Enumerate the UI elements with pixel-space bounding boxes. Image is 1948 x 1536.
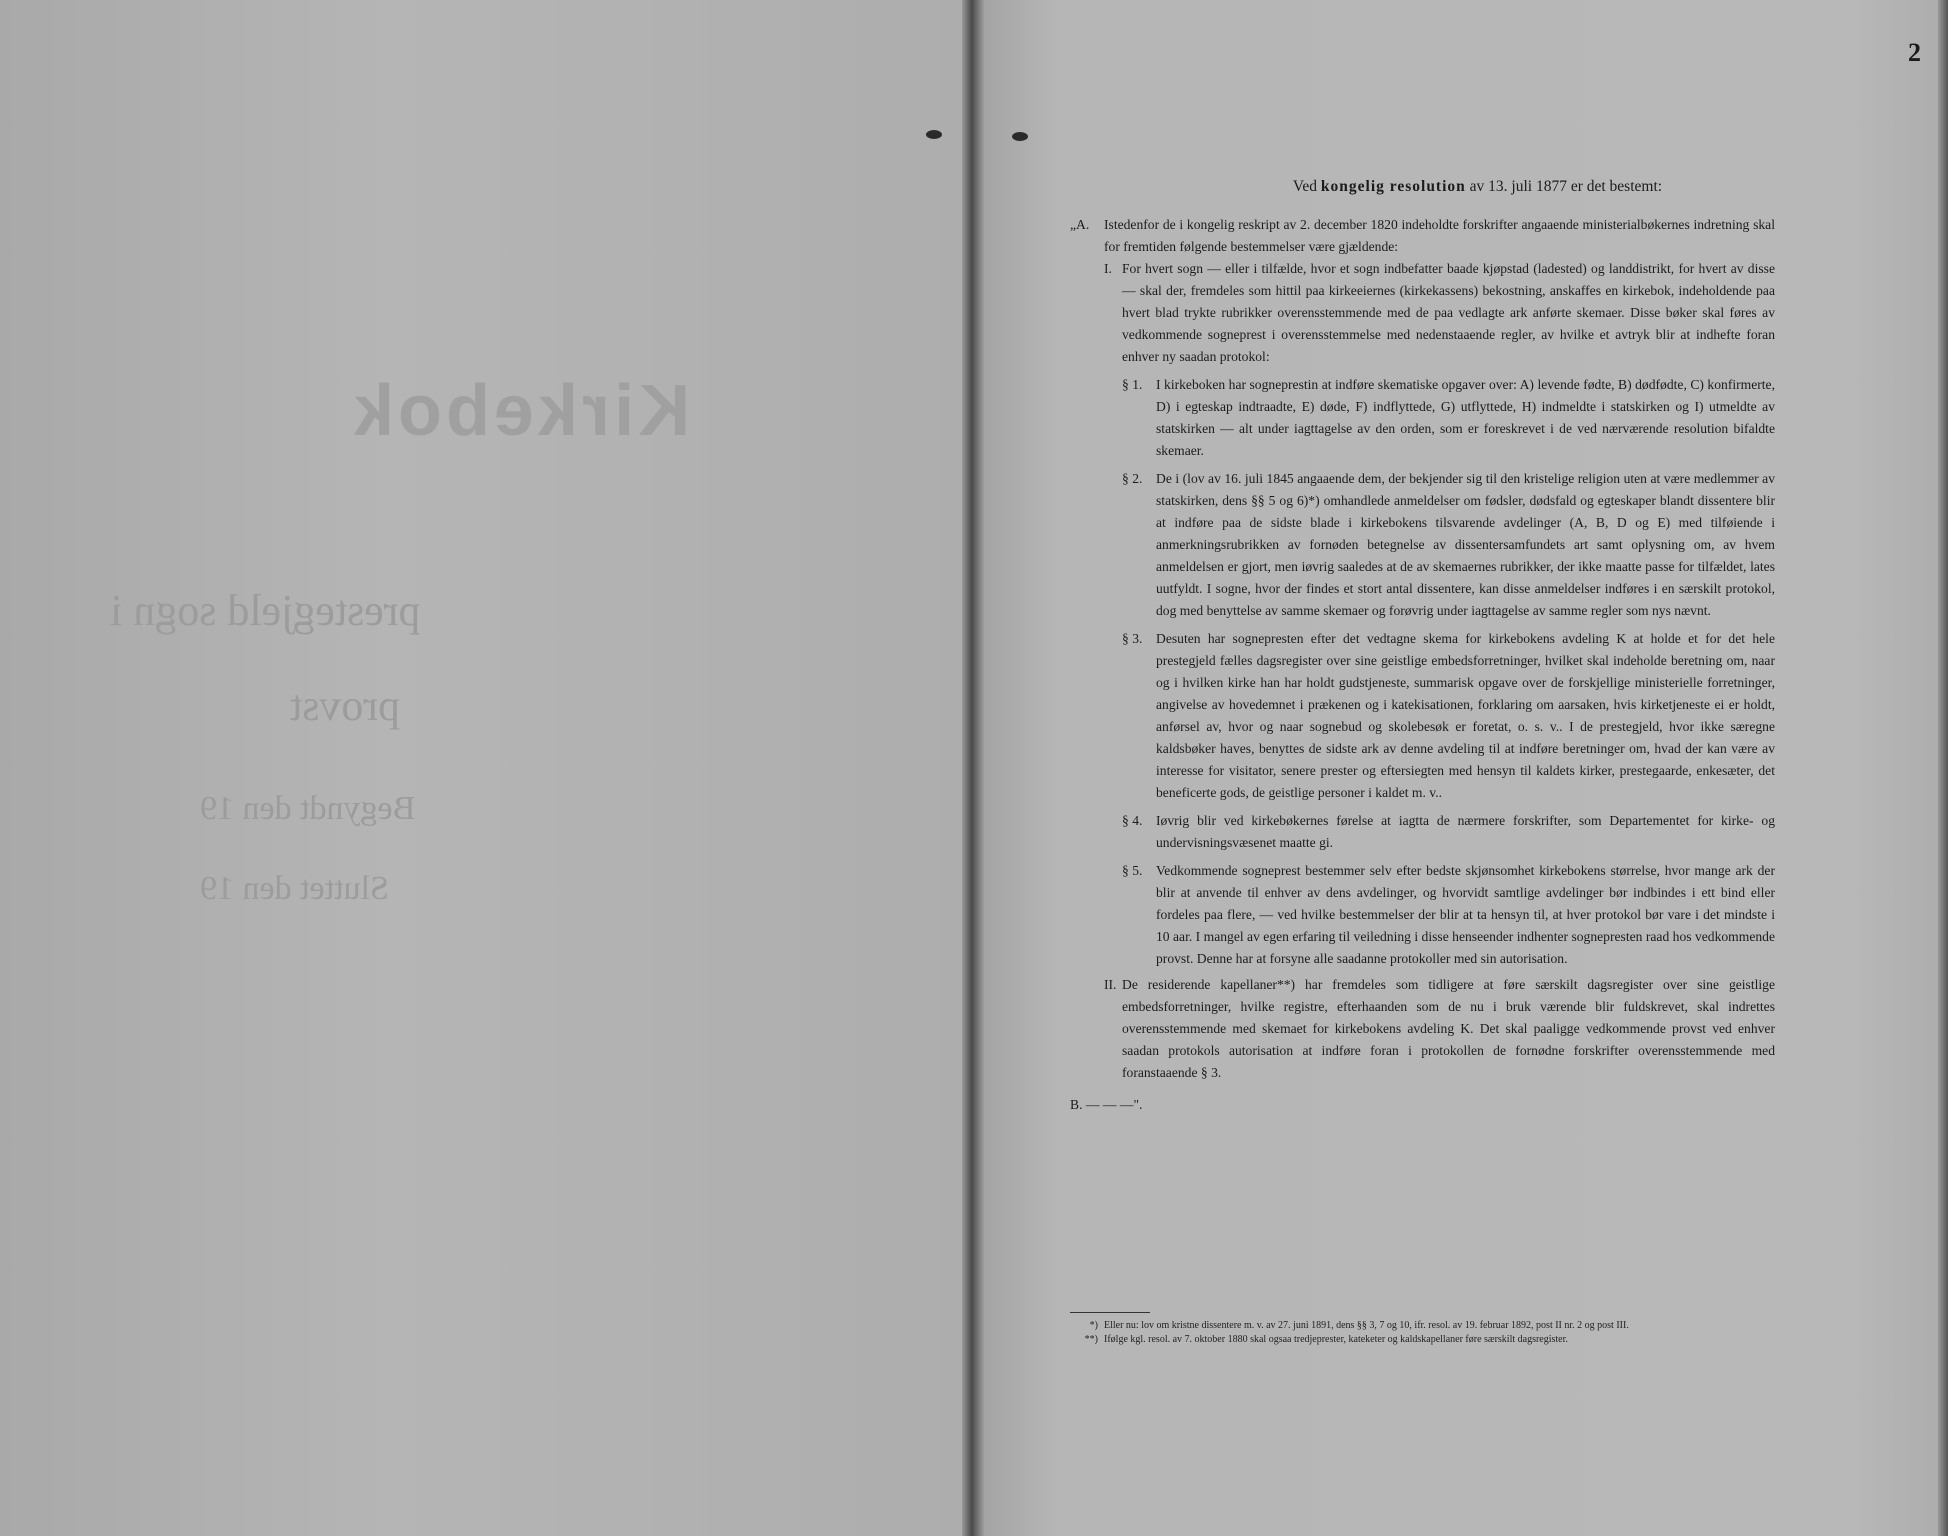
section-ii — [1104, 974, 1775, 1084]
paragraph-4 — [1122, 810, 1775, 854]
section-i — [1104, 258, 1775, 368]
book-gutter — [962, 0, 984, 1536]
footnotes — [1070, 1320, 1775, 1348]
paragraph-5 — [1122, 860, 1775, 970]
section-text: Istedenfor de i kongelig reskript av 2. december 1820 indeholdte forskrifter angaaende ministerialbøkernes indretning skal for fremtiden følgende bestemmelser være gjældende: — [1104, 217, 1775, 254]
section-b: B. — — —". — [1070, 1097, 1143, 1112]
paragraph-text: Iøvrig blir ved kirkebøkernes førelse at iagtta de nærmere forskrifter, som Departementet for kirke- og undervisningsvæsenet maatte gi. — [1156, 813, 1775, 850]
footnote-marker: **) — [1084, 1334, 1098, 1345]
paragraph-label: § 2. — [1122, 471, 1143, 486]
paragraph-text: Vedkommende sogneprest bestemmer selv efter bedste skjønsomhet kirkebokens størrelse, hvor mange ark der blir at anvende til enhver av dens avdelinger, og hvorvidt samtlige avdelinger bør indbindes i ett bind eller fordeles paa flere, — ved hvilke bestemmelser der blir at ta hensyn til, at hver protokol bør vare i det mindste i 10 aar. I mangel av egen erfaring til veiledning i disse henseender indhenter sognepresten raad hos vedkommende provst. Denne har at forsyne alle saadanne protokoller med sin autorisation. — [1156, 863, 1775, 966]
section-text: De residerende kapellaner**) har fremdeles som tidligere at føre særskilt dagsregister over sine geistlige embedsforretninger, hvilke registre, efterhaanden som de nu i bruk værende blir fuldskrevet, skal indrettes overensstemmende med skemaet for kirkebokens avdeling K. Det skal paaligge vedkommende provst ved enhver saadan protokols autorisation at indføre foran i protokollen de fornødne forskrifter overensstemmende med foranstaaende § 3. — [1122, 977, 1775, 1080]
bleed-through-title: Kirkebok — [350, 371, 691, 451]
heading — [1180, 176, 1775, 198]
footnote-text: Ifølge kgl. resol. av 7. oktober 1880 skal ogsaa tredjeprester, kateketer og kaldskapellaner føre særskilt dagsregister. — [1104, 1334, 1568, 1345]
paragraph-label: § 1. — [1122, 377, 1143, 392]
heading-suffix: av 13. juli 1877 er det bestemt: — [1469, 178, 1663, 195]
heading-strong: kongelig resolution — [1320, 178, 1466, 195]
paragraph-1 — [1122, 374, 1775, 462]
footnote-divider — [1070, 1312, 1150, 1313]
paragraph-text: De i (lov av 16. juli 1845 angaaende dem, der bekjender sig til den kristelige religion uten at være medlemmer av statskirken, dens §§ 5 og 6)*) omhandlede anmeldelser om fødsler, dødsfald og egteskaper blandt dissentere blir at indføre paa de sidste blade i kirkebokens tilsvarende avdelinger (A, B, D og E) med tilføiende i anmerkningsrubrikken av fornøden betegnelse av dissentersamfundets art samt oplysning om, av hvem anmeldelsen er gjort, men iøvrig saaledes at de av skemaernes rubrikker, der ikke maatte passe for tilfældet, lates uutfyldt. I sogne, hvor der findes et stort antal dissentere, kan disse anmeldelser indføres i en særskilt protokol, dog med benyttelse av samme skemaer og forøvrig under iagttagelse av samme regler som nys nævnt. — [1156, 471, 1775, 618]
paragraph-label: § 3. — [1122, 631, 1143, 646]
section-label: II. — [1104, 977, 1117, 992]
paragraph-text: Desuten har sognepresten efter det vedtagne skema for kirkebokens avdeling K at holde et for det hele prestegjeld fælles dagsregister over sine geistlige embedsforretninger, hvilket skal indeholde beretning om, naar og i hvilken kirke han har holdt gudstjeneste, summarisk opgave over de forskjellige ministerielle forretninger, angivelse av hovedemnet i prækenen og i katekisationen, forklaring om aarsaken, hvis kirketjeneste ei er holdt, anførsel av, hvor og naar sognebud og skolebesøk er foretat, o. s. v.. I de prestegjeld, hvor ikke særegne kaldsbøker haves, benyttes de sidste ark av denne avdeling til at indføre beretninger om, hvad der kan være av interesse for visitator, senere prester og eftersiegten med hensyn til kaldets kirker, prestegaarde, enkesæter, det beneficerte gods, de geistlige personer i kaldet m. v.. — [1156, 631, 1775, 800]
resolution-text — [1070, 176, 1775, 1116]
paragraph-text: I kirkeboken har sogneprestin at indføre skematiske opgaver over: A) levende fødte, B) dødfødte, C) konfirmerte, D) i egteskap indtraadte, E) døde, F) indflyttede, G) utflyttede, H) indmeldte i statskirken og I) utmeldte av statskirken — alt under iagttagelse av den orden, som er foreskrevet i de ved nærværende resolution bifaldte skemaer. — [1156, 377, 1775, 458]
bleed-through-line: Begyndt den 19 — [200, 790, 416, 827]
ink-spot — [926, 130, 942, 139]
bleed-through-line: prestegjeld sogn i — [110, 586, 421, 635]
paragraph-label: § 5. — [1122, 863, 1143, 878]
section-label: I. — [1104, 261, 1112, 276]
page-number: 2 — [1908, 38, 1921, 67]
left-page — [0, 0, 968, 1536]
section-a — [1070, 214, 1775, 258]
heading-prefix: Ved — [1292, 178, 1318, 195]
section-text: For hvert sogn — eller i tilfælde, hvor et sogn indbefatter baade kjøpstad (ladested) og landdistrikt, for hvert av disse — skal der, fremdeles som hittil paa kirkeeiernes (kirkekassens) bekostning, anskaffes en kirkebok, indeholdende paa hvert blad trykte rubrikker overensstemmende med de paa vedlagte ark anførte skemaer. Disse bøker skal føres av vedkommende sogneprest i overensstemmelse med nedenstaaende regler, av hvilke et avtryk blir at indhefte foran enhver ny saadan protokol: — [1122, 261, 1775, 364]
footnote — [1070, 1320, 1775, 1332]
footnote-marker: *) — [1089, 1320, 1098, 1331]
footnote-text: Eller nu: lov om kristne dissentere m. v. av 27. juni 1891, dens §§ 3, 7 og 10, ifr. resol. av 19. februar 1892, post II nr. 2 og post III. — [1104, 1320, 1629, 1331]
ink-spot — [1012, 132, 1028, 141]
bleed-through-line: Sluttet den 19 — [200, 870, 389, 907]
paragraph-2 — [1122, 468, 1775, 622]
bleed-through-line: provst — [290, 681, 400, 730]
paragraph-label: § 4. — [1122, 813, 1143, 828]
footnote — [1070, 1334, 1775, 1346]
page-edge — [1938, 0, 1948, 1536]
paragraph-3 — [1122, 628, 1775, 804]
section-label: „A. — [1070, 217, 1090, 232]
